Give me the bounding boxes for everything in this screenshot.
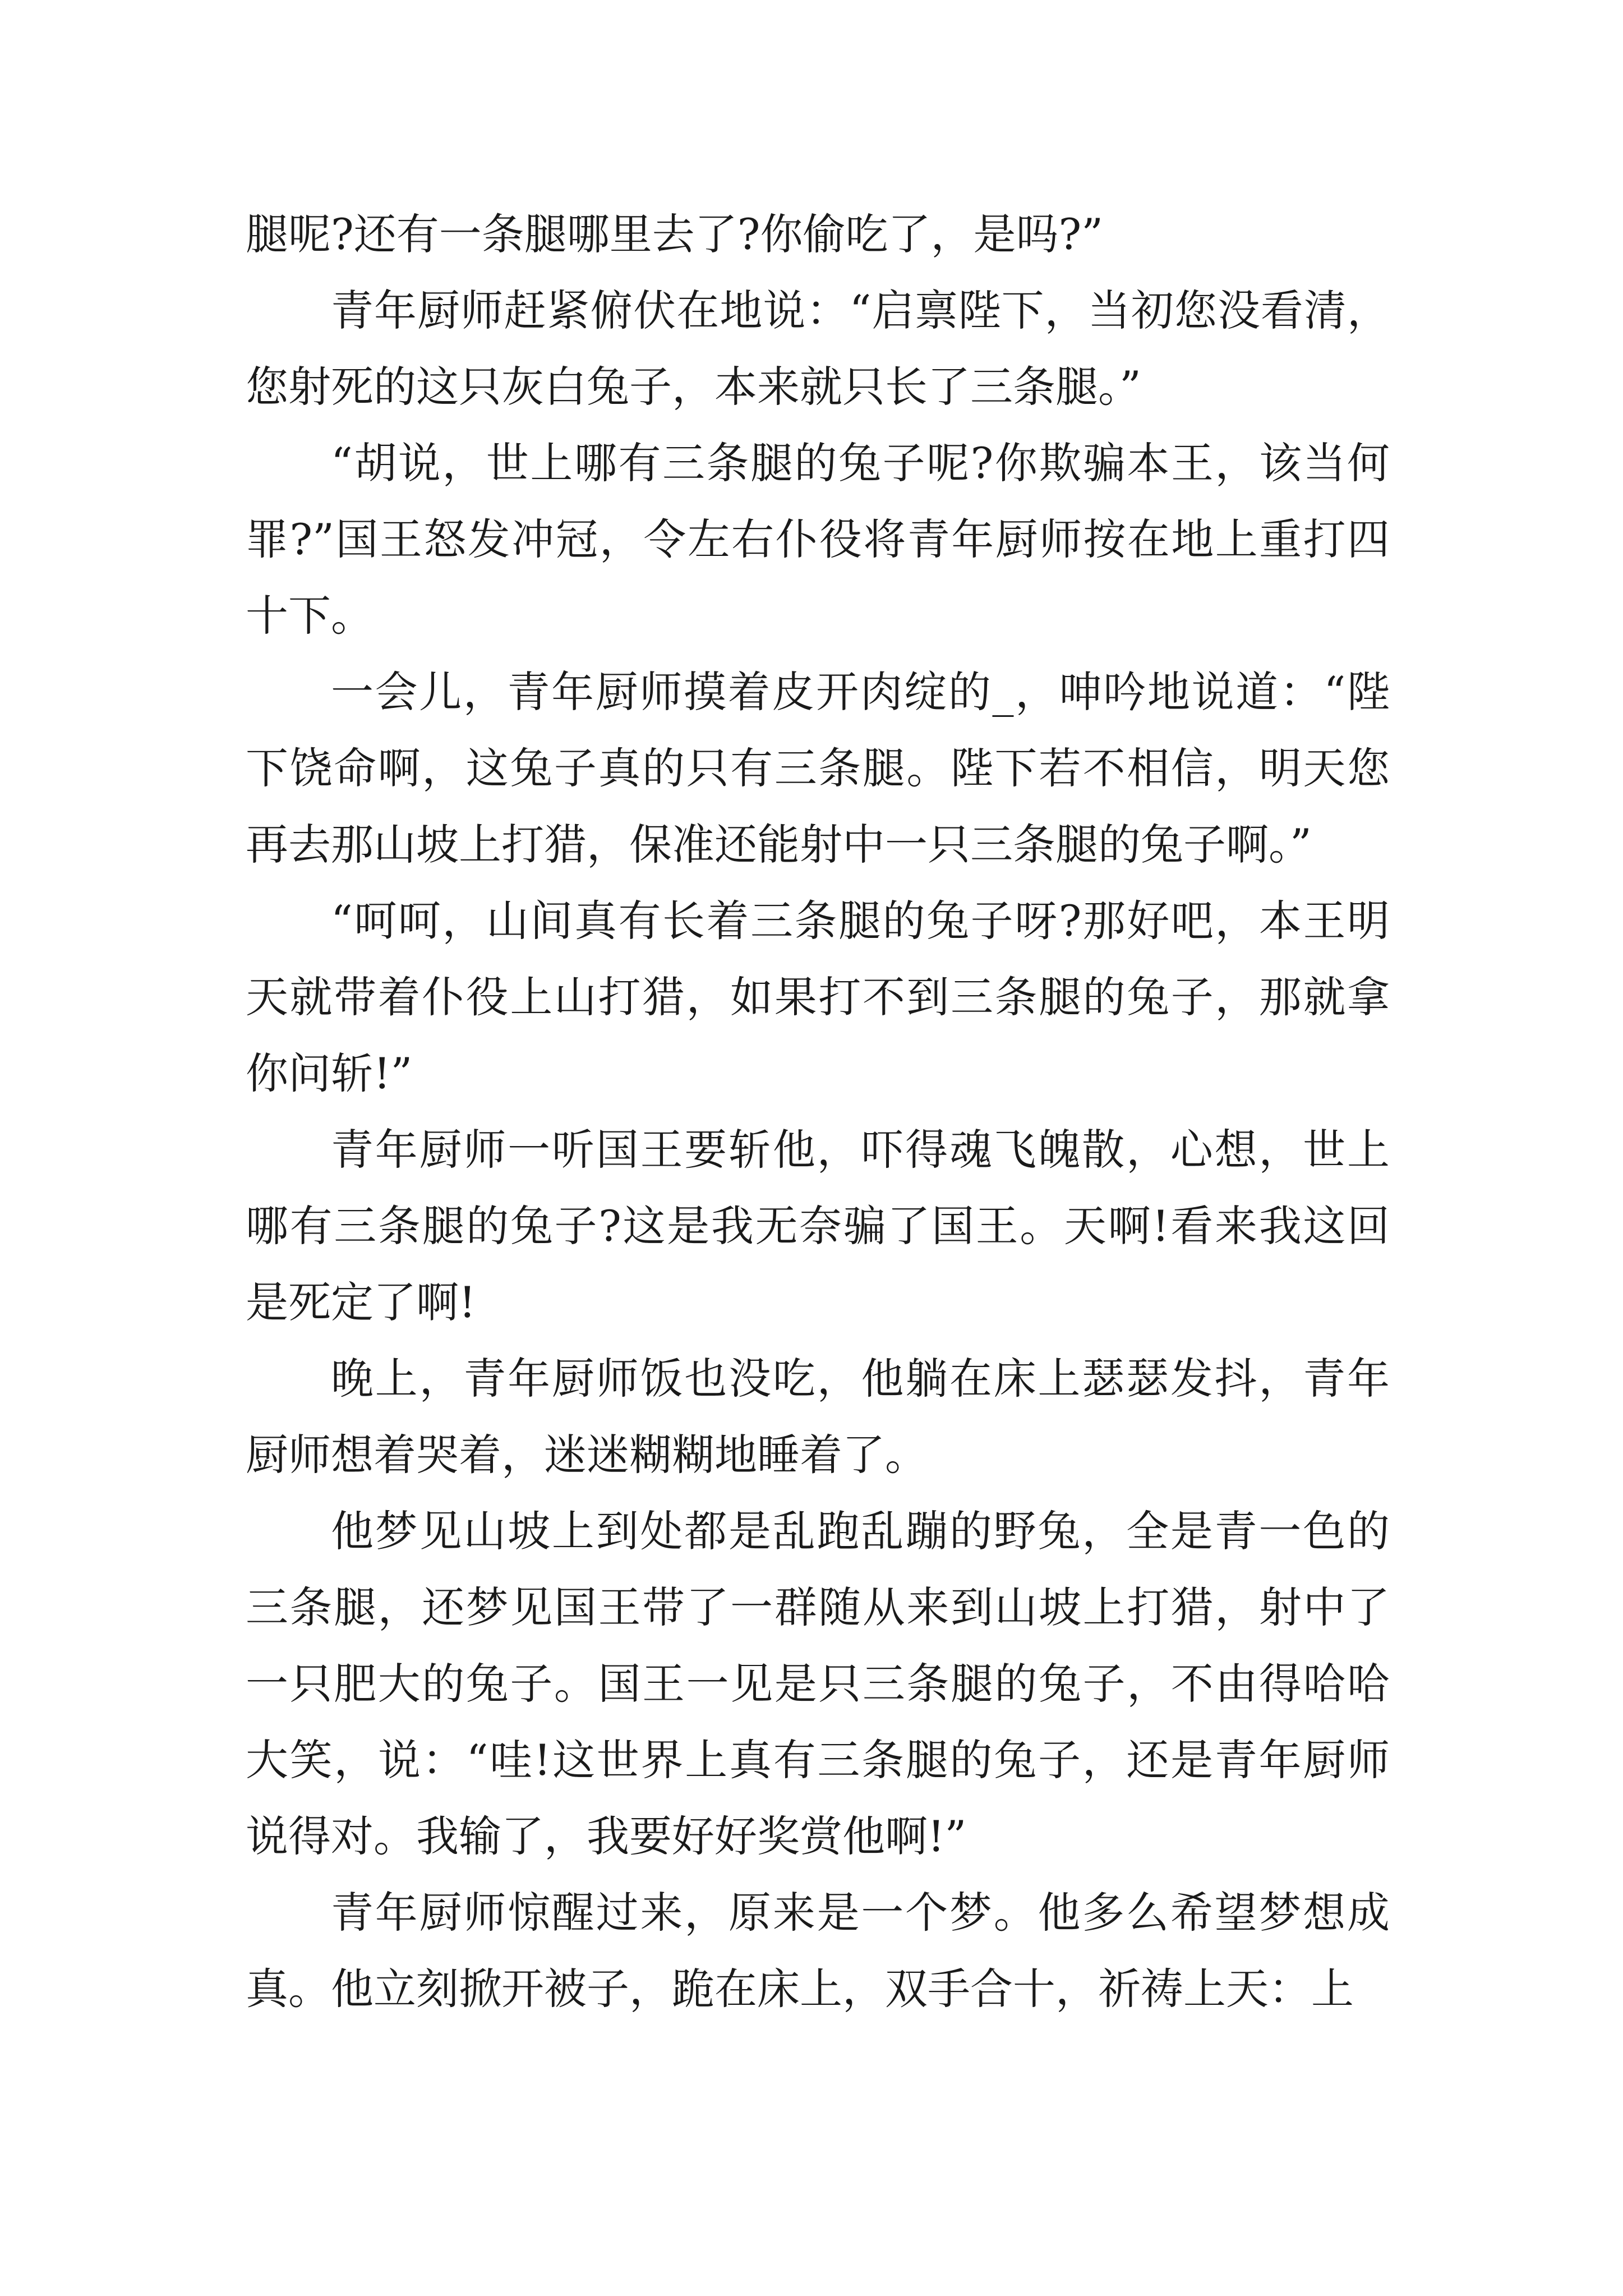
paragraph-9: 青年厨师惊醒过来，原来是一个梦。他多么希望梦想成真。他立刻掀开被子，跪在床上，双手合十，祈祷上天：上	[246, 1888, 1390, 2014]
paragraph-1: 腿呢?还有一条腿哪里去了?你偷吃了，是吗?”	[246, 209, 1104, 259]
paragraph-5: “呵呵，山间真有长着三条腿的兔子呀?那好吧，本王明天就带着仆役上山打猎，如果打不到三条腿的兔子，那就拿你问斩!”	[246, 896, 1390, 1098]
paragraph-7: 晚上，青年厨师饭也没吃，他躺在床上瑟瑟发抖，青年厨师想着哭着，迷迷糊糊地睡着了。	[246, 1354, 1390, 1480]
paragraph-8: 他梦见山坡上到处都是乱跑乱蹦的野兔，全是青一色的三条腿，还梦见国王带了一群随从来到山坡上打猎，射中了一只肥大的兔子。国王一见是只三条腿的兔子，不由得哈哈大笑，说：“哇!这世界上真有三条腿的兔子，还是青年厨师说得对。我输了，我要好好奖赏他啊!”	[246, 1506, 1390, 1861]
paragraph-4: 一会儿，青年厨师摸着皮开肉绽的_，呻吟地说道：“陛下饶命啊，这兔子真的只有三条腿。陛下若不相信，明天您再去那山坡上打猎，保准还能射中一只三条腿的兔子啊。”	[246, 667, 1390, 869]
paragraph-6: 青年厨师一听国王要斩他，吓得魂飞魄散，心想，世上哪有三条腿的兔子?这是我无奈骗了国王。天啊!看来我这回是死定了啊!	[246, 1125, 1390, 1327]
paragraph-2: 青年厨师赶紧俯伏在地说：“启禀陛下，当初您没看清，您射死的这只灰白兔子，本来就只长了三条腿。”	[246, 286, 1390, 412]
paragraph-3: “胡说，世上哪有三条腿的兔子呢?你欺骗本王，该当何罪?”国王怒发冲冠，令左右仆役将青年厨师按在地上重打四十下。	[246, 438, 1390, 641]
story-text	[246, 196, 1390, 2027]
